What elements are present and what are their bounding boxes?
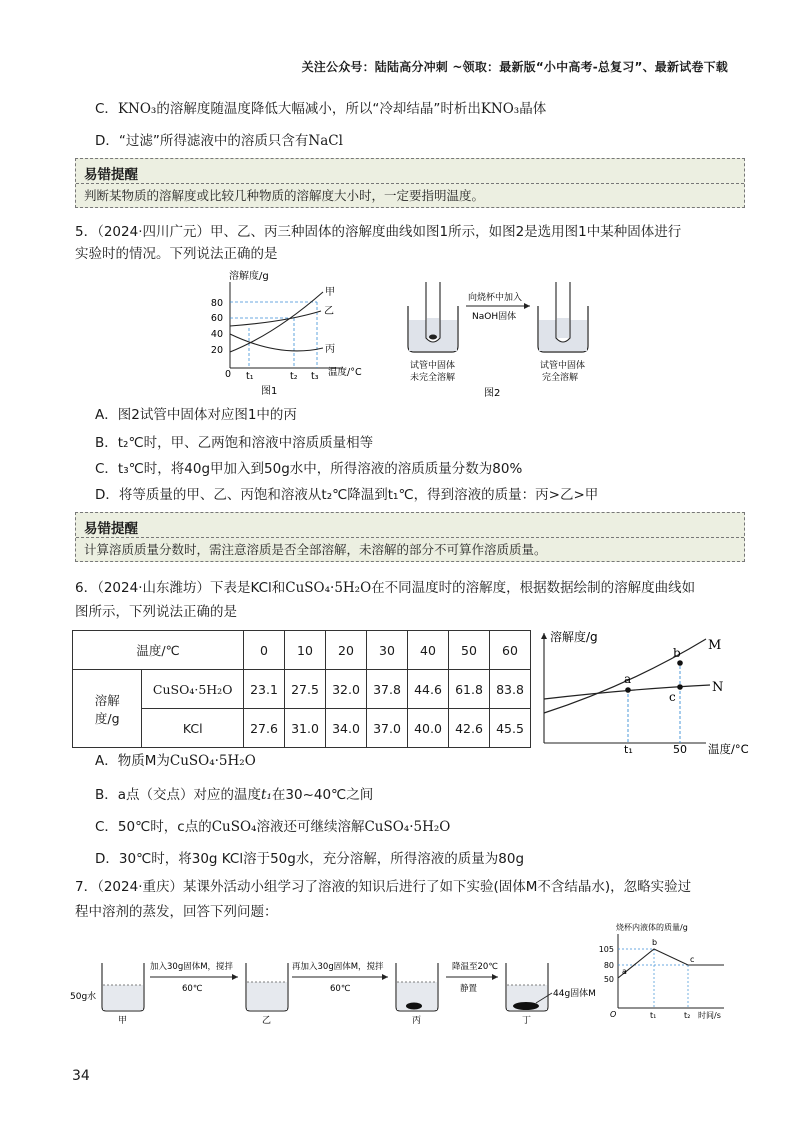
table-cell: 40.0 xyxy=(408,709,449,748)
table-cell: 42.6 xyxy=(449,709,490,748)
table-cell: 44.6 xyxy=(408,670,449,709)
table-header-cell: 60 xyxy=(490,631,531,670)
q5-stem-line2: 实验时的情况。下列说法正确的是 xyxy=(75,246,278,262)
series-label-jia: 甲 xyxy=(325,287,335,298)
fig2-arrow-text: NaOH固体 xyxy=(472,312,517,322)
q7-ylabel: 烧杯内液体的质量/g xyxy=(616,923,688,932)
table-header-cell: 50 xyxy=(449,631,490,670)
fig1-origin: 0 xyxy=(225,369,232,380)
table-cell: 32.0 xyxy=(326,670,367,709)
fig2-left-label: 试管中固体 xyxy=(410,361,456,371)
q7-ytick: 80 xyxy=(603,961,614,970)
q6-solubility-graph xyxy=(540,625,762,755)
step-label: 60℃ xyxy=(330,984,351,994)
table-header-cell: 0 xyxy=(244,631,285,670)
series-label-bing: 丙 xyxy=(325,344,335,355)
q6-xtick: t₁ xyxy=(624,743,633,756)
table-cell: 45.5 xyxy=(490,709,531,748)
tip-title: 易错提醒 xyxy=(84,521,138,537)
q7-xtick: t₂ xyxy=(684,1011,691,1020)
table-cell: 31.0 xyxy=(285,709,326,748)
q7-ytick: 50 xyxy=(603,975,614,984)
tip-box-2 xyxy=(75,512,745,562)
fig1-ytick: 60 xyxy=(210,313,223,324)
table-row xyxy=(73,670,531,709)
beaker-label: 丙 xyxy=(412,1016,422,1026)
q6-xlabel: 温度/°C xyxy=(708,742,749,756)
q6-option-a: A．物质M为CuSO₄·5H₂O xyxy=(95,753,256,769)
table-row xyxy=(73,709,531,748)
series-label-yi: 乙 xyxy=(324,306,334,317)
beaker-label: 甲 xyxy=(118,1016,128,1026)
table-cell: 27.5 xyxy=(285,670,326,709)
q7-experiment-diagram xyxy=(70,955,610,1025)
point-b xyxy=(677,660,683,666)
q6-ylabel: 溶解度/g xyxy=(550,630,598,644)
q7-ytick: 105 xyxy=(598,945,614,954)
curve-bing xyxy=(230,334,323,351)
table-cell: 61.8 xyxy=(449,670,490,709)
step-label: 再加入30g固体M，搅拌 xyxy=(292,962,384,972)
curve-yi xyxy=(230,311,321,326)
q7-point-label: a xyxy=(622,967,627,976)
q7-point-label: c xyxy=(690,955,695,964)
q7-stem-line2: 程中溶剂的蒸发，回答下列问题： xyxy=(75,904,278,920)
fig1-ytick: 80 xyxy=(210,298,223,309)
table-cell: 37.8 xyxy=(367,670,408,709)
table-row xyxy=(73,631,531,670)
fig1-caption: 图1 xyxy=(261,386,278,397)
q7-point-label: b xyxy=(652,938,658,947)
page-header: 关注公众号：陆陆高分冲刺 ~领取：最新版“小中高考-总复习”、最新试卷下载 xyxy=(301,60,728,74)
solubility-table xyxy=(72,630,531,748)
row-group-label: 溶解 度/g xyxy=(73,670,142,748)
fig1-ytick: 40 xyxy=(210,329,223,340)
q7-xlabel: 时间/s xyxy=(698,1011,721,1020)
fig1-xtick: t₁ xyxy=(246,371,254,382)
beaker-label: 乙 xyxy=(262,1016,272,1026)
point-label-a: a xyxy=(624,672,632,686)
table-header-cell: 30 xyxy=(367,631,408,670)
water-label: 50g水 xyxy=(70,992,97,1002)
point-label-c: c xyxy=(669,690,676,704)
table-cell: 83.8 xyxy=(490,670,531,709)
step-label: 加入30g固体M，搅拌 xyxy=(150,962,234,972)
q6-option-d: D．30℃时，将30g KCl溶于50g水，充分溶解，所得溶液的质量为80g xyxy=(95,851,525,867)
table-cell: 23.1 xyxy=(244,670,285,709)
point-label-b: b xyxy=(673,646,681,660)
q5-option-d: D．将等质量的甲、乙、丙饱和溶液从t₂℃降温到t₁℃，得到溶液的质量：丙>乙>甲 xyxy=(95,487,599,503)
q5-option-a: A．图2试管中固体对应图1中的丙 xyxy=(95,407,297,423)
beaker-label: 丁 xyxy=(522,1016,532,1026)
fig1-xlabel: 温度/°C xyxy=(328,367,362,378)
fig1-xtick: t₂ xyxy=(290,371,298,382)
table-header-cell: 温度/℃ xyxy=(73,631,244,670)
step-label: 降温至20℃ xyxy=(452,962,498,972)
q7-origin: O xyxy=(610,1010,617,1019)
point-a xyxy=(625,687,631,693)
q5-figure-1 xyxy=(205,268,370,398)
tip-box-1 xyxy=(75,158,745,208)
q5-option-b: B．t₂℃时，甲、乙两饱和溶液中溶质质量相等 xyxy=(95,435,374,451)
table-cell: 37.0 xyxy=(367,709,408,748)
curve-jia xyxy=(230,292,323,352)
table-header-cell: 20 xyxy=(326,631,367,670)
table-header-cell: 40 xyxy=(408,631,449,670)
q6-stem-line2: 图所示，下列说法正确的是 xyxy=(75,604,237,620)
q6-option-b: B．a点（交点）对应的温度t₁在30~40℃之间 xyxy=(95,787,374,803)
q7-xtick: t₁ xyxy=(650,1011,657,1020)
point-c xyxy=(677,684,683,690)
q6-stem-line1: 6．（2024·山东潍坊）下表是KCl和CuSO₄·5H₂O在不同温度时的溶解度，根据数据绘制的溶解度曲线如 xyxy=(75,580,696,596)
curve-label-m: M xyxy=(708,638,722,653)
fig1-ytick: 20 xyxy=(210,345,223,356)
tip-title: 易错提醒 xyxy=(84,167,138,183)
q5-stem-line1: 5．（2024·四川广元）甲、乙、丙三种固体的溶解度曲线如图1所示，如图2是选用图1中某种固体进行 xyxy=(75,224,682,240)
fig2-right-label: 试管中固体 xyxy=(540,361,586,371)
q7-mass-line xyxy=(618,949,724,978)
row-name: CuSO₄·5H₂O xyxy=(142,670,244,709)
q4-option-c: C．KNO₃的溶解度随温度降低大幅减小，所以“冷却结晶”时析出KNO₃晶体 xyxy=(95,101,547,117)
q5-figure-2 xyxy=(400,278,610,400)
fig2-left-label: 未完全溶解 xyxy=(410,373,456,383)
fig2-arrow-text: 向烧杯中加入 xyxy=(468,293,523,303)
page-number: 34 xyxy=(72,1068,90,1084)
step-label: 60℃ xyxy=(182,984,203,994)
tip-text: 计算溶质质量分数时，需注意溶质是否全部溶解，未溶解的部分不可算作溶质质量。 xyxy=(84,542,547,557)
table-cell: 34.0 xyxy=(326,709,367,748)
q7-stem-line1: 7．（2024·重庆）某课外活动小组学习了溶液的知识后进行了如下实验(固体M不含结晶水)，忽略实验过 xyxy=(75,879,692,895)
tip-text: 判断某物质的溶解度或比较几种物质的溶解度大小时，一定要指明温度。 xyxy=(84,188,485,203)
step-label: 静置 xyxy=(460,984,478,994)
fig1-ylabel: 溶解度/g xyxy=(229,271,269,282)
q4-option-d: D．“过滤”所得滤液中的溶质只含有NaCl xyxy=(95,133,343,149)
q6-option-c: C．50℃时，c点的CuSO₄溶液还可继续溶解CuSO₄·5H₂O xyxy=(95,819,451,835)
fig2-right-label: 完全溶解 xyxy=(542,373,579,383)
q7-mass-graph xyxy=(598,920,734,1025)
q5-option-c: C．t₃℃时，将40g甲加入到50g水中，所得溶液的溶质质量分数为80% xyxy=(95,461,523,477)
table-cell: 27.6 xyxy=(244,709,285,748)
fig2-caption: 图2 xyxy=(484,388,501,399)
row-name: KCl xyxy=(142,709,244,748)
curve-label-n: N xyxy=(712,680,724,695)
q6-xtick: 50 xyxy=(673,743,687,756)
residue-label: 44g固体M xyxy=(553,989,596,999)
fig1-xtick: t₃ xyxy=(311,371,319,382)
table-header-cell: 10 xyxy=(285,631,326,670)
